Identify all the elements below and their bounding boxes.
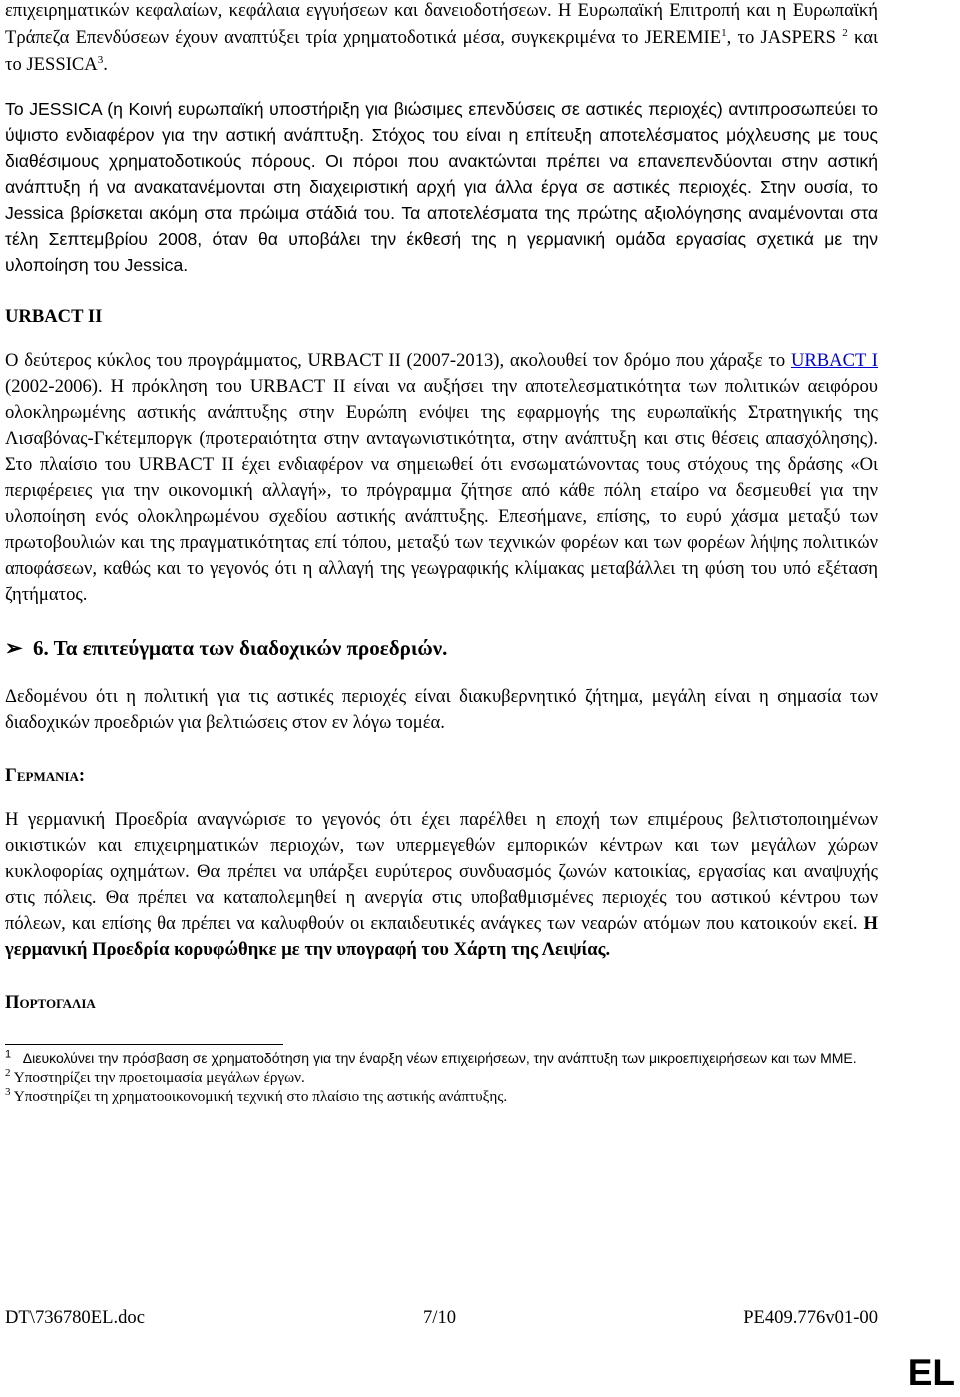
- intro-paragraph: [5, 0, 878, 78]
- footnote-1: [5, 1050, 878, 1067]
- footnote-3: [5, 1085, 878, 1105]
- footer-pe-ref: PE409.776v01-00: [743, 1307, 878, 1328]
- urbact-text-a: Ο δεύτερος κύκλος του προγράμματος, URBACT II (2007-2013), ακολουθεί τον δρόμο που χάραξε το: [5, 350, 791, 371]
- urbact-text-b: (2002-2006). Η πρόκληση του URBACT II είναι να αυξήσει την αποτελεσματικότητα των πολιτικών αειφόρου ολοκληρωμένης αστικής ανάπτυξης στην Ευρώπη ενόψει της εφαρμογής της ευρωπαϊκής Στρατηγικής της Λισαβόνας-Γκέτεμποργκ (προτεραιότητα στην ανταγωνιστικότητα, στην ανάπτυξη και στις θέσεις απασχόλησης). Στο πλαίσιο του URBACT II έχει ενδιαφέρον να σημειωθεί ότι ενσωματώνοντας τους στόχους της δράσης «Οι περιφέρειες για την οικονομική αλλαγή», το πρόγραμμα ζήτησε από κάθε πόλη εταίρο να δεσμευθεί για την υλοποίηση ενός ολοκληρωμένου σχεδίου αστικής ανάπτυξης. Επεσήμανε, επίσης, το ευρύ χάσμα μεταξύ των πρωτοβουλιών και της πραγματικότητας επί τόπου, μεταξύ των τεχνικών φορέων και των φορέων λήψης πολιτικών αποφάσεων, καθώς και το γεγονός ότι η αλλαγή της γεωγραφικής κλίμακας μεταβάλλει τη φύση του υπό εξέταση ζητήματος.: [5, 376, 878, 605]
- germany-paragraph: [5, 807, 878, 963]
- footer-page-number: 7/10: [423, 1307, 457, 1328]
- footnote-2: [5, 1066, 878, 1086]
- footnote-ref-3[interactable]: 3: [97, 53, 104, 66]
- footnote-1-number: 1: [5, 1048, 12, 1061]
- urbact-paragraph: [5, 348, 878, 608]
- intro-text-d: .: [103, 54, 108, 75]
- language-code: EL: [907, 1352, 955, 1393]
- germany-heading: Γερμανια:: [5, 765, 86, 786]
- germany-text: Η γερμανική Προεδρία αναγνώρισε το γεγονός ότι έχει παρέλθει η εποχή των επιμέρους βελτιστοποιημένων οικιστικών και επιχειρηματικών περιοχών, των υπερμεγεθών εμπορικών κέντρων και των μεγάλων χώρων κυκλοφορίας οχημάτων. Θα πρέπει να υπάρξει ευρύτερος συνδυασμός ζωνών κατοικίας, εργασίας και αναψυχής στις πόλεις. Θα πρέπει να καταπολεμηθεί η ανεργία στις υποβαθμισμένες περιοχές του αστικού κέντρου των πόλεων, και επίσης θα πρέπει να καλυφθούν οι εκπαιδευτικές ανάγκες των νεαρών ατόμων που κατοικούν εκεί.: [5, 809, 878, 934]
- arrow-bullet-icon: ➢: [5, 636, 23, 660]
- footnote-3-text: Υποστηρίζει τη χρηματοοικονομική τεχνική στο πλαίσιο της αστικής ανάπτυξης.: [13, 1088, 508, 1105]
- section-6-title: 6. Τα επιτεύγματα των διαδοχικών προεδριών.: [33, 636, 448, 660]
- intro-text-b: , το JASPERS: [726, 27, 843, 48]
- germany-bold-text: Η γερμανική Προεδρία κορυφώθηκε με την υπογραφή του Χάρτη της Λειψίας.: [5, 913, 878, 960]
- footnote-1-text: Διευκολύνει την πρόσβαση σε χρηματοδότηση για την έναρξη νέων επιχειρήσεων, την ανάπτυξη των μικροεπιχειρήσεων και των ΜΜΕ.: [22, 1050, 857, 1066]
- footnote-ref-2[interactable]: 2: [842, 26, 848, 39]
- footnote-separator: [5, 1044, 283, 1045]
- footnote-2-text: Υποστηρίζει την προετοιμασία μεγάλων έργων.: [13, 1069, 305, 1086]
- urbact-i-link[interactable]: URBACT I: [790, 350, 878, 371]
- intro-text-c: και το JESSICA: [5, 27, 878, 75]
- footnote-3-number: 3: [5, 1085, 11, 1098]
- section-6-heading: [5, 633, 878, 663]
- footnote-ref-1[interactable]: 1: [721, 26, 727, 39]
- intro-text-a: επιχειρηματικών κεφαλαίων, κεφάλαια εγγυήσεων και δανειοδοτήσεων. Η Ευρωπαϊκή Επιτροπή και η Ευρωπαϊκή Τράπεζα Επενδύσεων έχουν αναπτύξει τρία χρηματοδοτικά μέσα, συγκεκριμένα το JEREMIE: [5, 0, 878, 48]
- footnote-2-number: 2: [5, 1066, 11, 1079]
- portugal-heading: Πορτογαλια: [5, 992, 96, 1013]
- document-page: [5, 0, 878, 1105]
- jessica-paragraph: Το JESSICA (η Κοινή ευρωπαϊκή υποστήριξη για βιώσιμες επενδύσεις σε αστικές περιοχές) αντιπροσωπεύει το ύψιστο ενδιαφέρον για την αστική ανάπτυξη. Στόχος του είναι η επίτευξη αποτελέσματος μόχλευσης με τους διαθέσιμους χρηματοδοτικούς πόρους. Οι πόροι που ανακτώνται πρέπει να επανεπενδύονται στην αστική ανάπτυξη ή να ανακατανέμονται στη διαχειριστική αρχή για άλλα έργα σε αστικές περιοχές. Στην ουσία, το Jessica βρίσκεται ακόμη στα πρώιμα στάδιά του. Τα αποτελέσματα της πρώτης αξιολόγησης αναμένονται στα τέλη Σεπτεμβρίου 2008, όταν θα υποβάλει την έκθεσή της η γερμανική ομάδα εργασίας σχετικά με την υλοποίηση του Jessica.: [5, 99, 878, 275]
- presidencies-paragraph: Δεδομένου ότι η πολιτική για τις αστικές περιοχές είναι διακυβερνητικό ζήτημα, μεγάλη είναι η σημασία των διαδοχικών προεδριών για βελτιώσεις στον εν λόγω τομέα.: [5, 686, 878, 733]
- urbact-heading: URBACT II: [5, 306, 103, 327]
- footer-doc-ref: DT\736780EL.doc: [5, 1307, 145, 1328]
